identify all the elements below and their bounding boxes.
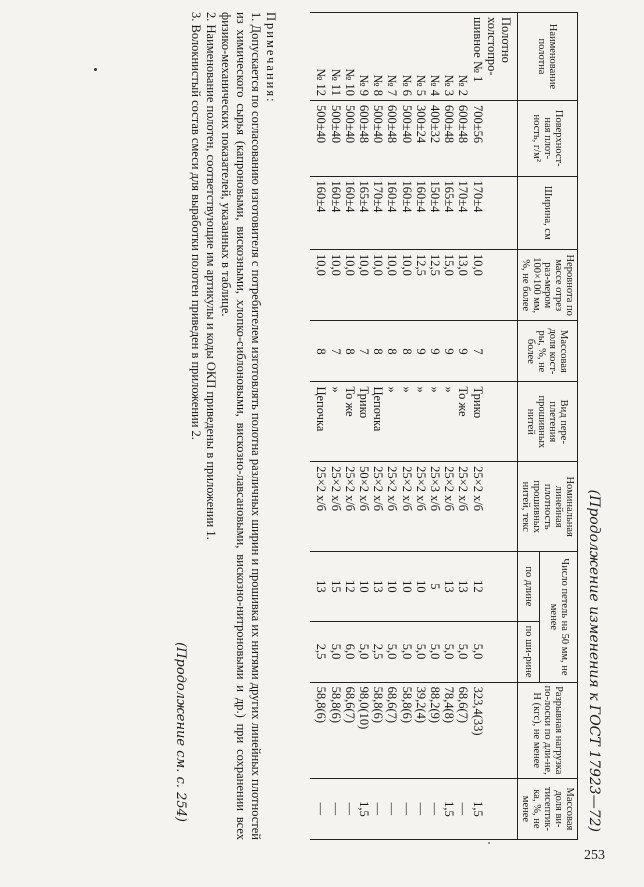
unevenness-value: 13,0	[456, 254, 471, 276]
table-head	[518, 13, 578, 840]
loops-length-value: 13	[371, 580, 386, 593]
loops-length-value: 10	[413, 580, 428, 593]
unevenness-value: 10,0	[328, 254, 343, 276]
bonding-cell	[310, 321, 517, 382]
weave-value: »	[442, 386, 457, 393]
weave-value: То же	[342, 386, 357, 417]
bonding-value: 8	[371, 348, 386, 355]
name-value: № 7	[385, 74, 400, 96]
mass-fraction-value: —	[371, 802, 386, 816]
loops-length-value: 13	[314, 580, 329, 593]
width-value: 160±4	[342, 180, 357, 213]
bonding-value: 9	[442, 348, 457, 355]
mass-fraction-value: —	[413, 802, 428, 816]
name-value: № 4	[427, 74, 442, 96]
breaking-load-value: 323,4(33)	[470, 686, 485, 736]
notes-section	[188, 12, 278, 840]
spacer-line	[485, 254, 499, 316]
spacer-line	[499, 325, 513, 377]
breaking-load-value: 88,2(9)	[427, 686, 442, 724]
density-value: 500±40	[371, 104, 386, 144]
loops-width-value: 5,0	[413, 643, 428, 660]
width-value: 160±4	[314, 180, 329, 213]
col-header-bonding: Массовая доля кост-ры, %, не более	[518, 321, 578, 382]
breaking-load-cell	[310, 682, 517, 778]
spacer-line	[485, 386, 499, 457]
linear-density-value: 25×2 х/б	[385, 466, 400, 512]
linear-density-value: 25×2 х/б	[470, 466, 485, 512]
breaking-load-value: 68,6(7)	[342, 686, 357, 724]
unevenness-value: 10,0	[342, 254, 357, 276]
width-value: 160±4	[385, 180, 400, 213]
width-value: 165±4	[442, 180, 457, 213]
name-value: № 12	[314, 68, 329, 96]
density-value: 600±48	[442, 104, 457, 144]
mass-fraction-value: 1,5	[356, 801, 371, 817]
spacer-line	[485, 105, 499, 172]
mass-fraction-value: —	[328, 802, 343, 816]
loops-width-value: 5,0	[442, 643, 457, 660]
density-value: 300±24	[413, 104, 428, 144]
loops-length-value: 15	[328, 580, 343, 593]
continuation-note: (Продолжение см. с. 254)	[173, 642, 188, 822]
mass-fraction-value: —	[385, 802, 400, 816]
name-value: № 5	[413, 74, 428, 96]
weave-value: Цепочка	[371, 386, 386, 432]
rotated-page-content	[4, 2, 604, 842]
col-header-width: Ширина, см	[518, 176, 578, 249]
density-value: 400±32	[427, 104, 442, 144]
breaking-load-value: 68,6(7)	[385, 686, 400, 724]
breaking-load-value: 58,8(6)	[399, 686, 414, 724]
unevenness-value: 10,0	[314, 254, 329, 276]
width-value: 165±4	[356, 180, 371, 213]
name-value: шивное № 1	[470, 17, 485, 83]
col-header-unevenness: Неровнота по массе отрез раз-мером 100×100 мм, %, не более	[518, 250, 578, 321]
weave-cell	[310, 382, 517, 462]
unevenness-value: 10,0	[470, 254, 485, 276]
density-value: 700±56	[470, 104, 485, 144]
spacer-line	[499, 466, 513, 547]
loops-length-value: 13	[456, 580, 471, 593]
weave-value: »	[427, 386, 442, 393]
col-header-loops-length: по длине	[518, 552, 540, 621]
bonding-value: 8	[342, 348, 357, 355]
loops-length-value: 10	[399, 580, 414, 593]
linear-density-value: 25×2 х/б	[413, 466, 428, 512]
bonding-value: 8	[399, 348, 414, 355]
spacer-line	[499, 254, 513, 316]
unevenness-value: 12,5	[413, 254, 428, 276]
bonding-value: 7	[356, 348, 371, 355]
name-cell	[310, 13, 517, 101]
width-value: 160±4	[328, 180, 343, 213]
loops-width-value: 5,0	[427, 643, 442, 660]
loops-length-cell	[310, 552, 517, 621]
spacer-line	[485, 325, 499, 377]
page-number: 253	[584, 848, 605, 863]
col-header-density: Поверхност-ная плот-ность, г/м²	[518, 100, 578, 176]
breaking-load-value: 39,2(4)	[413, 686, 428, 724]
breaking-load-value: 98,0(10)	[356, 686, 371, 730]
spacer-line	[485, 687, 499, 774]
width-value: 150±4	[427, 180, 442, 213]
bonding-value: 9	[456, 348, 471, 355]
mass-fraction-value: —	[427, 802, 442, 816]
note-3: 3. Волокнистый состав смеси для выработки полотен приведен в приложении 2.	[189, 12, 203, 440]
linear-density-value: 25×2 х/б	[371, 466, 386, 512]
unevenness-value: 12,5	[427, 254, 442, 276]
loops-length-value: 12	[470, 580, 485, 593]
mass-fraction-value: —	[342, 802, 357, 816]
unevenness-value: 10,0	[356, 254, 371, 276]
unevenness-value: 10,0	[399, 254, 414, 276]
col-header-name: Наименование полотна	[518, 13, 578, 101]
notes-title: Примечания:	[264, 12, 278, 104]
loops-width-value: 5,0	[385, 643, 400, 660]
page-header: (Продолжение изменения к ГОСТ 17923—72)	[586, 489, 602, 832]
bonding-value: 8	[385, 348, 400, 355]
loops-width-value: 5,0	[328, 643, 343, 660]
spacer-line	[485, 783, 499, 835]
unevenness-value: 10,0	[371, 254, 386, 276]
loops-width-cell	[310, 621, 517, 682]
density-value: 600±48	[385, 104, 400, 144]
density-value: 600±48	[456, 104, 471, 144]
loops-width-value: 5,0	[470, 643, 485, 660]
breaking-load-value: 68,6(7)	[456, 686, 471, 724]
linear-density-value: 25×2 х/б	[314, 466, 329, 512]
bonding-value: 8	[314, 348, 329, 355]
name-value: № 10	[342, 68, 357, 96]
density-value: 500±40	[314, 104, 329, 144]
loops-width-value: 5,0	[456, 643, 471, 660]
width-value: 160±4	[399, 180, 414, 213]
weave-value: »	[385, 386, 400, 393]
col-header-loops: Число петель на 50 мм, не менее	[540, 552, 578, 682]
bonding-value: 9	[427, 348, 442, 355]
unevenness-value: 15,0	[442, 254, 457, 276]
linear-density-value: 25×2 х/б	[442, 466, 457, 512]
loops-width-value: 2,5	[371, 643, 386, 660]
loops-length-value: 10	[356, 580, 371, 593]
spacer-line	[499, 556, 513, 616]
col-header-linear-density: Номинальная линейная плотность прошивных нитей, текс	[518, 462, 578, 552]
linear-density-value: 25×2 х/б	[328, 466, 343, 512]
name-value: холстопро-	[484, 17, 499, 76]
name-value: Полотно	[499, 17, 513, 63]
breaking-load-value: 78,4(8)	[442, 686, 457, 724]
width-value: 160±4	[413, 180, 428, 213]
col-header-breaking-load: Разрывная нагрузка по-лоски по дли-не, Н (кгс), не менее	[518, 682, 578, 778]
mass-fraction-value: —	[314, 802, 329, 816]
spacer-line	[499, 626, 513, 678]
name-value: № 3	[442, 74, 457, 96]
density-value: 500±40	[328, 104, 343, 144]
density-cell	[310, 100, 517, 176]
width-value: 170±4	[470, 180, 485, 213]
spacer-line	[485, 626, 499, 678]
weave-value: То же	[456, 386, 471, 417]
loops-length-value: 5	[427, 583, 442, 590]
breaking-load-value: 58,8(6)	[314, 686, 329, 724]
print-speck	[94, 68, 97, 71]
spacer-line	[499, 181, 513, 245]
header-row	[540, 13, 578, 840]
bonding-value: 7	[470, 348, 485, 355]
note-2: 2. Наименование полотен, соответствующие им артикулы и коды ОКП приведены в приложении 1.	[204, 12, 218, 540]
mass-fraction-value: —	[456, 802, 471, 816]
loops-width-value: 5,0	[356, 643, 371, 660]
loops-length-value: 12	[342, 580, 357, 593]
loops-width-value: 5,0	[399, 643, 414, 660]
spacer-line	[499, 783, 513, 835]
col-header-mass-fraction: Массовая доля ви-тисептик-ка, %, не менее	[518, 778, 578, 839]
table-body	[310, 13, 517, 840]
spacer-line	[485, 181, 499, 245]
breaking-load-value: 58,8(6)	[328, 686, 343, 724]
mass-fraction-value: 1,5	[470, 801, 485, 817]
weave-value: Цепочка	[314, 386, 329, 432]
weave-value: »	[328, 386, 343, 393]
weave-value: Трико	[356, 386, 371, 419]
width-cell	[310, 176, 517, 249]
name-value: № 6	[399, 74, 414, 96]
weave-value: »	[413, 386, 428, 393]
breaking-load-value: 58,8(6)	[371, 686, 386, 724]
unevenness-value: 10,0	[385, 254, 400, 276]
loops-width-value: 2,5	[314, 643, 329, 660]
name-value: № 8	[371, 74, 386, 96]
width-value: 170±4	[371, 180, 386, 213]
density-value: 500±40	[399, 104, 414, 144]
density-value: 600±48	[356, 104, 371, 144]
mass-fraction-cell	[310, 778, 517, 839]
bonding-value: 9	[413, 348, 428, 355]
linear-density-value: 25×3 х/б	[427, 466, 442, 512]
spacer-line	[485, 466, 499, 547]
spacer-line	[499, 687, 513, 774]
note-1: 1. Допускается по согласованию изготовителя с потребителем изготовлять полотна различных ширин и прошивка их нитями других линейных плотностей из химического сырья (капроновыми, вискозными, хлопко-сиблоновыми, вискозно-лавсановыми, вискозно-нитроновыми и др.) при сохранении всех физико-механических показателей, указанных в таблице.	[219, 12, 263, 840]
weave-value: »	[399, 386, 414, 393]
col-header-weave: Вид пере-плетения прошивных нитей	[518, 382, 578, 462]
linear-density-value: 25×2 х/б	[342, 466, 357, 512]
spacer-line	[485, 556, 499, 616]
loops-length-value: 10	[385, 580, 400, 593]
linear-density-cell	[310, 462, 517, 552]
spacer-line	[499, 386, 513, 457]
col-header-loops-width: по ши-рине	[518, 621, 540, 682]
loops-length-value: 13	[442, 580, 457, 593]
spacer-line	[499, 105, 513, 172]
bonding-value: 7	[328, 348, 343, 355]
data-table	[310, 12, 578, 840]
loops-width-value: 6,0	[342, 643, 357, 660]
density-value: 500±40	[342, 104, 357, 144]
name-value: № 2	[456, 74, 471, 96]
linear-density-value: 50×2 х/б	[356, 466, 371, 512]
width-value: 170±4	[456, 180, 471, 213]
mass-fraction-value: 1,5	[442, 801, 457, 817]
linear-density-value: 25×2 х/б	[399, 466, 414, 512]
table-row	[310, 13, 517, 840]
unevenness-cell	[310, 250, 517, 321]
linear-density-value: 25×2 х/б	[456, 466, 471, 512]
weave-value: Трико	[470, 386, 485, 419]
print-speck	[488, 842, 490, 844]
name-value: № 11	[328, 68, 343, 96]
name-value: № 9	[356, 74, 371, 96]
mass-fraction-value: —	[399, 802, 414, 816]
